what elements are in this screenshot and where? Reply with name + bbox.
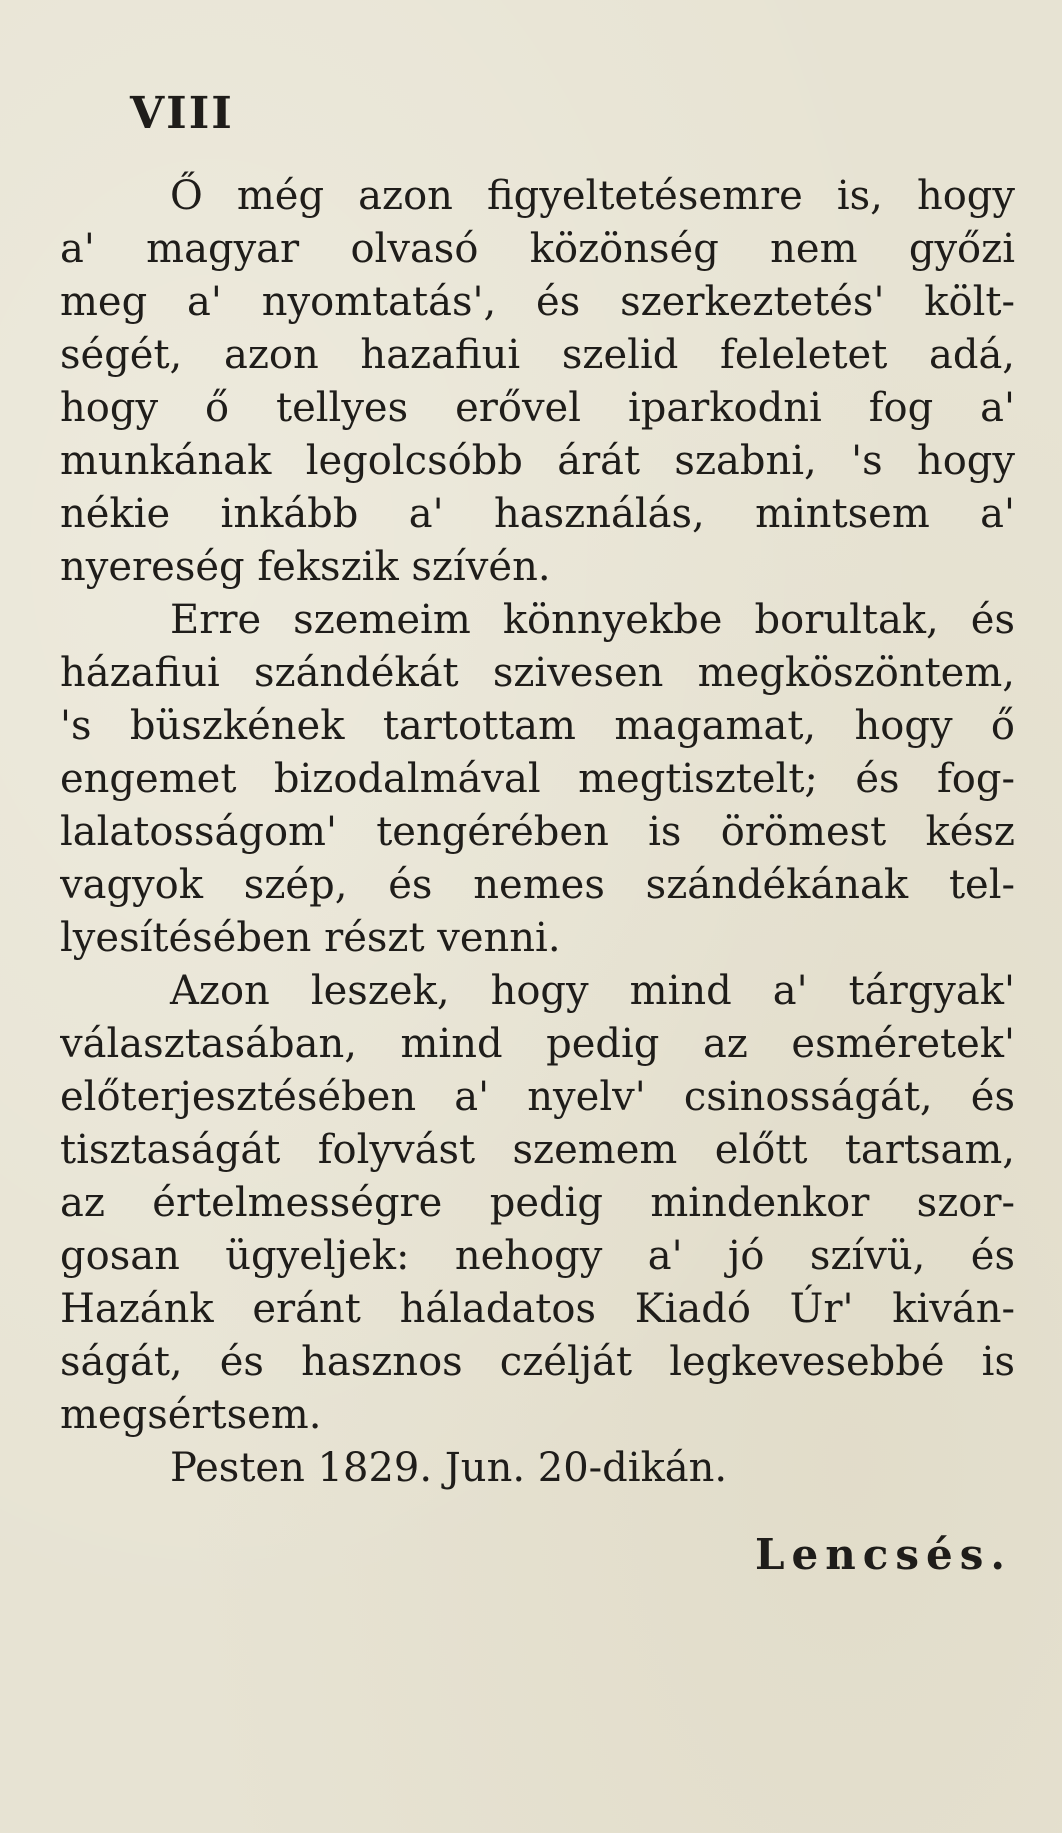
text-line: tisztaságát folyvást szemem előtt tartsam, [60, 1127, 1015, 1173]
text-line: meg a' nyomtatás', és szerkeztetés' költ- [60, 279, 1015, 325]
text-line: Ő még azon figyeltetésemre is, hogy [170, 173, 1015, 219]
text-line: Azon leszek, hogy mind a' tárgyak' [170, 968, 1015, 1014]
page-number: VIII [130, 88, 234, 139]
text-line: lyesítésében részt venni. [60, 915, 561, 961]
text-line: megsértsem. [60, 1392, 322, 1438]
date-line: Pesten 1829. Jun. 20-dikán. [170, 1445, 728, 1491]
text-line: vagyok szép, és nemes szándékának tel- [60, 862, 1015, 908]
text-line: Hazánk eránt háladatos Kiadó Úr' kiván- [60, 1286, 1015, 1332]
text-line: ságát, és hasznos czélját legkevesebbé is [60, 1339, 1015, 1385]
text-line: nékie inkább a' használás, mintsem a' [60, 491, 1015, 537]
text-line: Erre szemeim könnyekbe borultak, és [170, 597, 1015, 643]
body-text [60, 170, 1015, 1495]
text-line: gosan ügyeljek: nehogy a' jó szívü, és [60, 1233, 1015, 1279]
text-line: házafiui szándékát szivesen megköszöntem, [60, 650, 1015, 696]
text-line: engemet bizodalmával megtisztelt; és fog- [60, 756, 1015, 802]
text-line: munkának legolcsóbb árát szabni, 's hogy [60, 438, 1015, 484]
text-line: az értelmességre pedig mindenkor szor- [60, 1180, 1015, 1226]
text-line: hogy ő tellyes erővel iparkodni fog a' [60, 385, 1015, 431]
signature: Lencsés. [755, 1530, 1012, 1579]
text-line: nyereség fekszik szívén. [60, 544, 551, 590]
text-line: 's büszkének tartottam magamat, hogy ő [60, 703, 1015, 749]
text-line: előterjesztésében a' nyelv' csinosságát, és [60, 1074, 1015, 1120]
text-line: a' magyar olvasó közönség nem győzi [60, 226, 1015, 272]
text-line: választasában, mind pedig az esméretek' [60, 1021, 1015, 1067]
text-line: lalatosságom' tengérében is örömest kész [60, 809, 1015, 855]
text-line: ségét, azon hazafiui szelid feleletet adá, [60, 332, 1015, 378]
